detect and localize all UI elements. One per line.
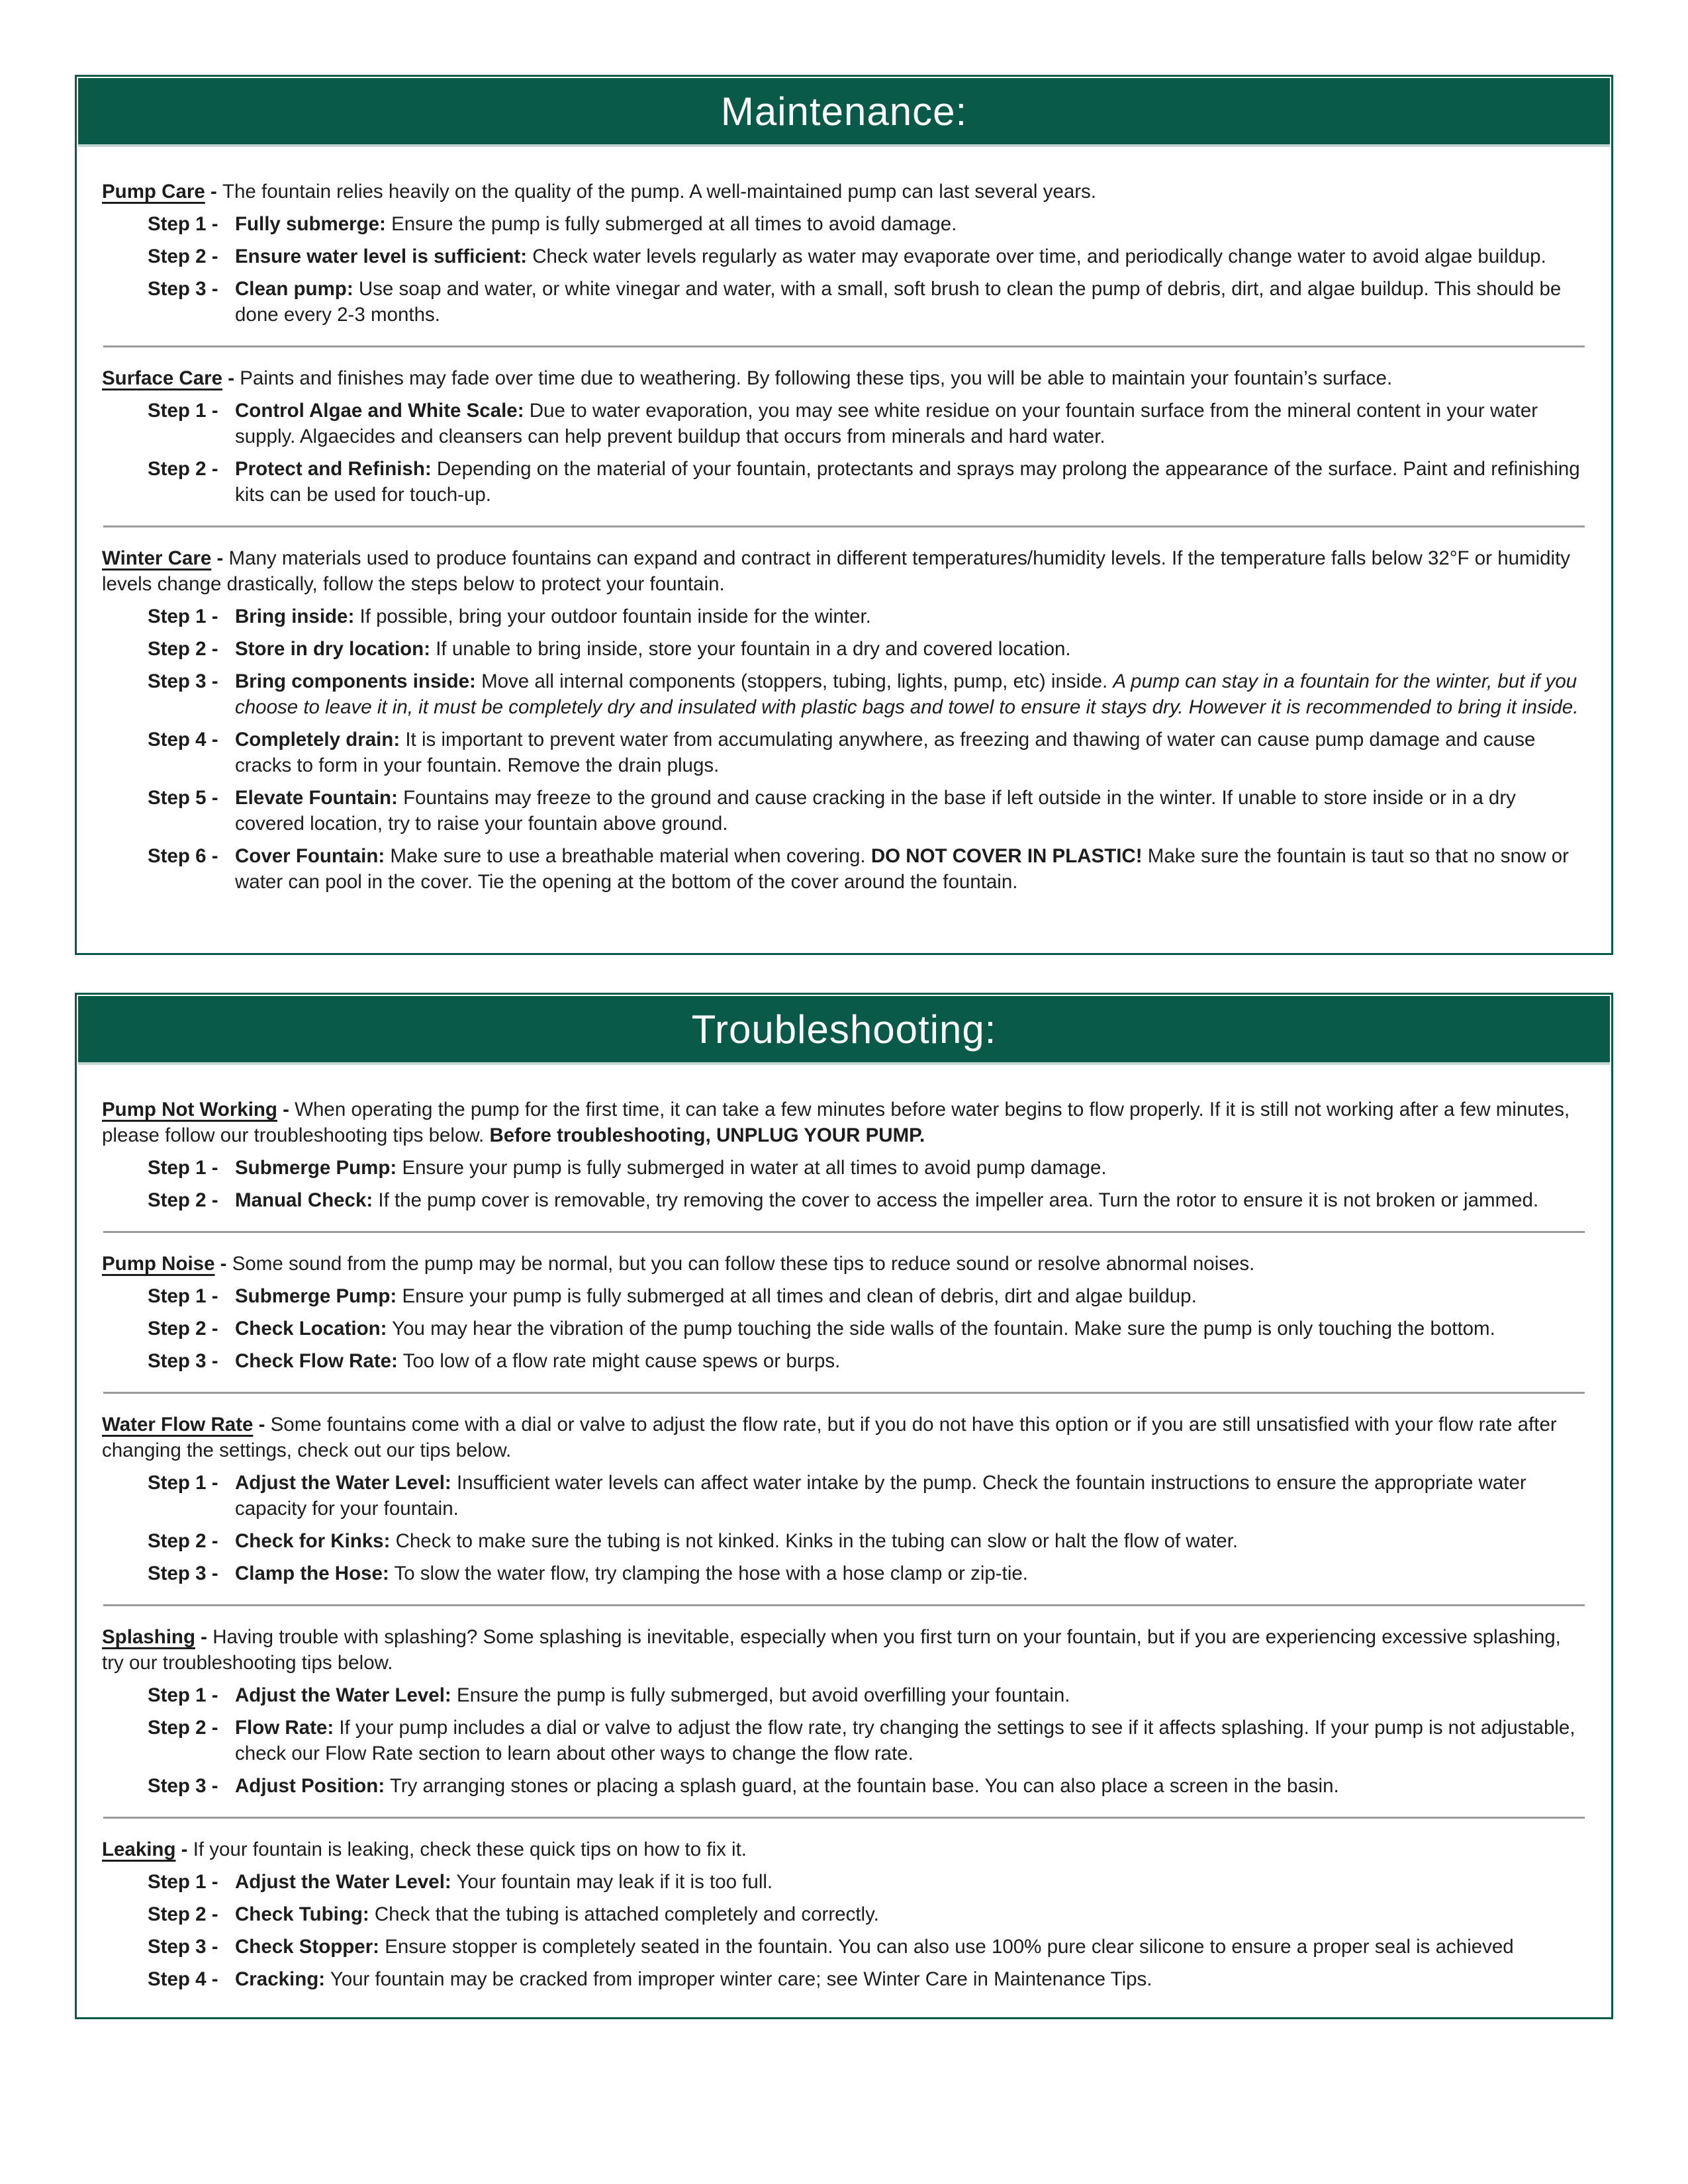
step-label: Check for Kinks: xyxy=(235,1530,391,1552)
step-label: Check Location: xyxy=(235,1318,387,1340)
step-number: Step 2 - xyxy=(148,1903,218,1925)
section-dash: - xyxy=(211,547,229,569)
step-row xyxy=(102,668,1586,720)
troubleshooting-panel xyxy=(75,993,1613,2019)
text-segment: Ensure the pump is fully submerged, but avoid overfilling your fountain. xyxy=(456,1684,1070,1706)
text-segment: If the pump cover is removable, try removing the cover to access the impeller area. Turn the rotor to ensure it is not broken or jammed. xyxy=(378,1189,1539,1211)
step-row xyxy=(102,1316,1586,1342)
step-number: Step 1 - xyxy=(148,1285,218,1307)
step-label: Submerge Pump: xyxy=(235,1285,397,1307)
step-label: Cover Fountain: xyxy=(235,845,385,867)
step-label: Fully submerge: xyxy=(235,213,386,235)
section-divider xyxy=(103,1817,1585,1819)
maintenance-title: Maintenance: xyxy=(720,89,968,134)
section-heading: Pump Not Working xyxy=(102,1099,277,1120)
text-segment: If unable to bring inside, store your fountain in a dry and covered location. xyxy=(436,638,1071,660)
step-row xyxy=(102,1561,1586,1586)
step-row xyxy=(102,276,1586,328)
step-text xyxy=(235,1869,1586,1895)
step-number: Step 2 - xyxy=(148,638,218,660)
step-text xyxy=(235,244,1586,269)
step-label: Submerge Pump: xyxy=(235,1157,397,1179)
step-label: Flow Rate: xyxy=(235,1717,334,1739)
text-segment: If possible, bring your outdoor fountain inside for the winter. xyxy=(359,606,871,627)
troubleshooting-body xyxy=(77,1065,1611,2017)
step-label: Cracking: xyxy=(235,1968,326,1990)
step-label: Completely drain: xyxy=(235,729,400,751)
text-segment: The fountain relies heavily on the quality of the pump. A well-maintained pump can last several years. xyxy=(222,181,1097,203)
step-text xyxy=(235,1348,1586,1374)
step-number: Step 2 - xyxy=(148,1318,218,1340)
step-text xyxy=(235,456,1586,508)
section-dash: - xyxy=(175,1839,193,1860)
text-segment: You may hear the vibration of the pump touching the side walls of the fountain. Make sure the pump is only touching the bottom. xyxy=(392,1318,1495,1340)
section-dash: - xyxy=(277,1099,295,1120)
step-row xyxy=(102,1715,1586,1766)
step-number: Step 4 - xyxy=(148,1968,218,1990)
step-row xyxy=(102,1773,1586,1799)
step-number: Step 1 - xyxy=(148,1871,218,1893)
section-dash: - xyxy=(253,1414,271,1435)
step-number: Step 2 - xyxy=(148,1717,218,1739)
step-text xyxy=(235,1283,1586,1309)
step-label: Manual Check: xyxy=(235,1189,373,1211)
step-text xyxy=(235,1934,1586,1960)
text-segment: Depending on the material of your fountain, protectants and sprays may prolong the appearance of the surface. Paint and refinishing kits can be used for touch-up. xyxy=(235,458,1580,506)
step-number: Step 1 - xyxy=(148,400,218,422)
step-row xyxy=(102,727,1586,778)
text-segment: Due to water evaporation, you may see white residue on your fountain surface from the mineral content in your water supply. Algaecides and cleansers can help prevent buildup that occurs from minerals and hard water. xyxy=(235,400,1538,447)
step-label: Control Algae and White Scale: xyxy=(235,400,524,422)
section-intro xyxy=(102,1412,1586,1463)
step-text xyxy=(235,1682,1586,1708)
text-segment: Having trouble with splashing? Some splashing is inevitable, especially when you first turn on your fountain, but if you are experiencing excessive splashing, try our troubleshooting tips below. xyxy=(102,1626,1561,1674)
text-segment: Use soap and water, or white vinegar and water, with a small, soft brush to clean the pump of debris, dirt, and algae buildup. This should be done every 2-3 months. xyxy=(235,278,1562,326)
step-label: Clamp the Hose: xyxy=(235,1563,389,1584)
text-segment: Insufficient water levels can affect water intake by the pump. Check the fountain instructions to ensure the appropriate water capacity for your fountain. xyxy=(235,1472,1526,1520)
step-label: Adjust the Water Level: xyxy=(235,1472,451,1494)
text-segment: A pump can stay in a fountain for the winter, but if you choose to leave it in, it must be completely dry and insulated with plastic bags and towel to ensure it stays dry. However it is recommended to bring it inside. xyxy=(235,670,1579,718)
section-divider xyxy=(103,525,1585,527)
step-text xyxy=(235,1155,1586,1181)
step-label: Check Flow Rate: xyxy=(235,1350,398,1372)
text-segment: Make sure to use a breathable material when covering. xyxy=(390,845,871,867)
step-row xyxy=(102,1966,1586,1992)
step-number: Step 3 - xyxy=(148,1350,218,1372)
step-row xyxy=(102,1901,1586,1927)
step-number: Step 3 - xyxy=(148,1936,218,1958)
text-segment: If your fountain is leaking, check these quick tips on how to fix it. xyxy=(193,1839,747,1860)
step-row xyxy=(102,1187,1586,1213)
step-row xyxy=(102,456,1586,508)
step-label: Protect and Refinish: xyxy=(235,458,432,480)
text-segment: To slow the water flow, try clamping the hose with a hose clamp or zip-tie. xyxy=(394,1563,1028,1584)
step-label: Ensure water level is sufficient: xyxy=(235,246,528,267)
step-text xyxy=(235,1470,1586,1522)
step-row xyxy=(102,211,1586,237)
step-number: Step 3 - xyxy=(148,1563,218,1584)
step-number: Step 2 - xyxy=(148,246,218,267)
text-segment: Move all internal components (stoppers, tubing, lights, pump, etc) inside. xyxy=(481,670,1113,692)
step-text xyxy=(235,1561,1586,1586)
step-text xyxy=(235,1715,1586,1766)
text-segment: Some sound from the pump may be normal, but you can follow these tips to reduce sound or resolve abnormal noises. xyxy=(232,1253,1255,1275)
step-text xyxy=(235,843,1586,895)
text-segment: Ensure stopper is completely seated in the fountain. You can also use 100% pure clear silicone to ensure a proper seal is achieved xyxy=(385,1936,1514,1958)
text-segment: When operating the pump for the first time, it can take a few minutes before water begins to flow properly. If it is still not working after a few minutes, please follow our troubleshooting tips below. xyxy=(102,1099,1570,1146)
section-dash: - xyxy=(222,367,240,389)
step-row xyxy=(102,843,1586,895)
step-row xyxy=(102,1528,1586,1554)
step-number: Step 1 - xyxy=(148,1684,218,1706)
step-row xyxy=(102,1348,1586,1374)
step-row xyxy=(102,636,1586,662)
section-divider xyxy=(103,345,1585,347)
step-text xyxy=(235,1528,1586,1554)
step-number: Step 4 - xyxy=(148,729,218,751)
section-intro xyxy=(102,179,1586,205)
section-intro xyxy=(102,545,1586,597)
text-segment: Ensure your pump is fully submerged at all times and clean of debris, dirt and algae buildup. xyxy=(402,1285,1197,1307)
text-segment: Your fountain may be cracked from improper winter care; see Winter Care in Maintenance Tips. xyxy=(330,1968,1152,1990)
step-row xyxy=(102,398,1586,449)
troubleshooting-header-bar xyxy=(78,996,1610,1065)
step-number: Step 2 - xyxy=(148,1530,218,1552)
step-label: Store in dry location: xyxy=(235,638,431,660)
section-intro xyxy=(102,1624,1586,1676)
section-heading: Splashing xyxy=(102,1626,195,1648)
section-dash: - xyxy=(205,181,222,203)
step-label: Adjust the Water Level: xyxy=(235,1684,451,1706)
step-number: Step 1 - xyxy=(148,213,218,235)
section-divider xyxy=(103,1231,1585,1233)
step-number: Step 2 - xyxy=(148,458,218,480)
section-divider xyxy=(103,1392,1585,1394)
step-text xyxy=(235,1966,1586,1992)
text-segment: Ensure your pump is fully submerged in water at all times to avoid pump damage. xyxy=(402,1157,1107,1179)
section-intro xyxy=(102,1097,1586,1148)
text-segment: Check water levels regularly as water may evaporate over time, and periodically change water to avoid algae buildup. xyxy=(532,246,1546,267)
text-segment: Too low of a flow rate might cause spews or burps. xyxy=(402,1350,841,1372)
text-segment: Many materials used to produce fountains can expand and contract in different temperatures/humidity levels. If the temperature falls below 32°F or humidity levels change drastically, follow the steps below to protect your fountain. xyxy=(102,547,1571,595)
troubleshooting-title: Troubleshooting: xyxy=(691,1007,997,1052)
section-heading: Surface Care xyxy=(102,367,223,389)
step-number: Step 1 - xyxy=(148,606,218,627)
text-segment: Ensure the pump is fully submerged at all times to avoid damage. xyxy=(391,213,957,235)
step-text xyxy=(235,211,1586,237)
step-text xyxy=(235,1187,1586,1213)
text-segment: Paints and finishes may fade over time due to weathering. By following these tips, you will be able to maintain your fountain’s surface. xyxy=(240,367,1393,389)
step-row xyxy=(102,244,1586,269)
step-label: Elevate Fountain: xyxy=(235,787,398,809)
section-heading: Pump Care xyxy=(102,181,205,203)
step-label: Adjust Position: xyxy=(235,1775,385,1797)
step-number: Step 1 - xyxy=(148,1472,218,1494)
step-text xyxy=(235,604,1586,629)
section-heading: Winter Care xyxy=(102,547,212,569)
step-row xyxy=(102,1682,1586,1708)
section-heading: Water Flow Rate xyxy=(102,1414,254,1435)
text-segment: If your pump includes a dial or valve to adjust the flow rate, try changing the settings to see if it affects splashing. If your pump is not adjustable, check our Flow Rate section to learn about other ways to change the flow rate. xyxy=(235,1717,1575,1764)
step-row xyxy=(102,604,1586,629)
text-segment: It is important to prevent water from accumulating anywhere, as freezing and thawing of water can cause pump damage and cause cracks to form in your fountain. Remove the drain plugs. xyxy=(235,729,1536,776)
step-text xyxy=(235,727,1586,778)
step-text xyxy=(235,1316,1586,1342)
step-label: Bring components inside: xyxy=(235,670,476,692)
step-row xyxy=(102,1470,1586,1522)
text-segment: Some fountains come with a dial or valve to adjust the flow rate, but if you do not have this option or if you are still unsatisfied with your flow rate after changing the settings, check out our tips below. xyxy=(102,1414,1557,1461)
step-number: Step 3 - xyxy=(148,670,218,692)
step-text xyxy=(235,785,1586,837)
text-segment: DO NOT COVER IN PLASTIC! xyxy=(870,845,1143,867)
text-segment: Check to make sure the tubing is not kinked. Kinks in the tubing can slow or halt the flow of water. xyxy=(395,1530,1239,1552)
section-heading: Leaking xyxy=(102,1839,176,1860)
step-number: Step 5 - xyxy=(148,787,218,809)
step-text xyxy=(235,668,1586,720)
maintenance-body xyxy=(77,147,1611,920)
step-row xyxy=(102,785,1586,837)
maintenance-panel xyxy=(75,75,1613,955)
step-text xyxy=(235,1773,1586,1799)
maintenance-header-bar xyxy=(78,78,1610,147)
section-intro xyxy=(102,365,1586,391)
step-label: Check Stopper: xyxy=(235,1936,380,1958)
step-label: Clean pump: xyxy=(235,278,353,300)
section-intro xyxy=(102,1251,1586,1277)
text-segment: Before troubleshooting, UNPLUG YOUR PUMP. xyxy=(489,1124,925,1146)
step-label: Bring inside: xyxy=(235,606,355,627)
step-number: Step 2 - xyxy=(148,1189,218,1211)
text-segment: Your fountain may leak if it is too full. xyxy=(456,1871,773,1893)
step-text xyxy=(235,1901,1586,1927)
text-segment: Make sure the fountain is taut so that no snow or water can pool in the cover. Tie the opening at the bottom of the cover around the fountain. xyxy=(235,845,1569,893)
step-row xyxy=(102,1155,1586,1181)
step-row xyxy=(102,1869,1586,1895)
step-number: Step 3 - xyxy=(148,1775,218,1797)
step-text xyxy=(235,398,1586,449)
step-text xyxy=(235,636,1586,662)
step-row xyxy=(102,1283,1586,1309)
step-number: Step 1 - xyxy=(148,1157,218,1179)
section-heading: Pump Noise xyxy=(102,1253,215,1275)
section-intro xyxy=(102,1837,1586,1862)
step-label: Check Tubing: xyxy=(235,1903,369,1925)
step-row xyxy=(102,1934,1586,1960)
section-dash: - xyxy=(214,1253,232,1275)
text-segment: Try arranging stones or placing a splash guard, at the fountain base. You can also place a screen in the basin. xyxy=(389,1775,1339,1797)
step-number: Step 6 - xyxy=(148,845,218,867)
section-divider xyxy=(103,1604,1585,1606)
text-segment: Check that the tubing is attached completely and correctly. xyxy=(374,1903,879,1925)
step-number: Step 3 - xyxy=(148,278,218,300)
step-text xyxy=(235,276,1586,328)
section-dash: - xyxy=(195,1626,213,1648)
step-label: Adjust the Water Level: xyxy=(235,1871,451,1893)
text-segment: Fountains may freeze to the ground and cause cracking in the base if left outside in the winter. If unable to store inside or in a dry covered location, try to raise your fountain above ground. xyxy=(235,787,1516,835)
